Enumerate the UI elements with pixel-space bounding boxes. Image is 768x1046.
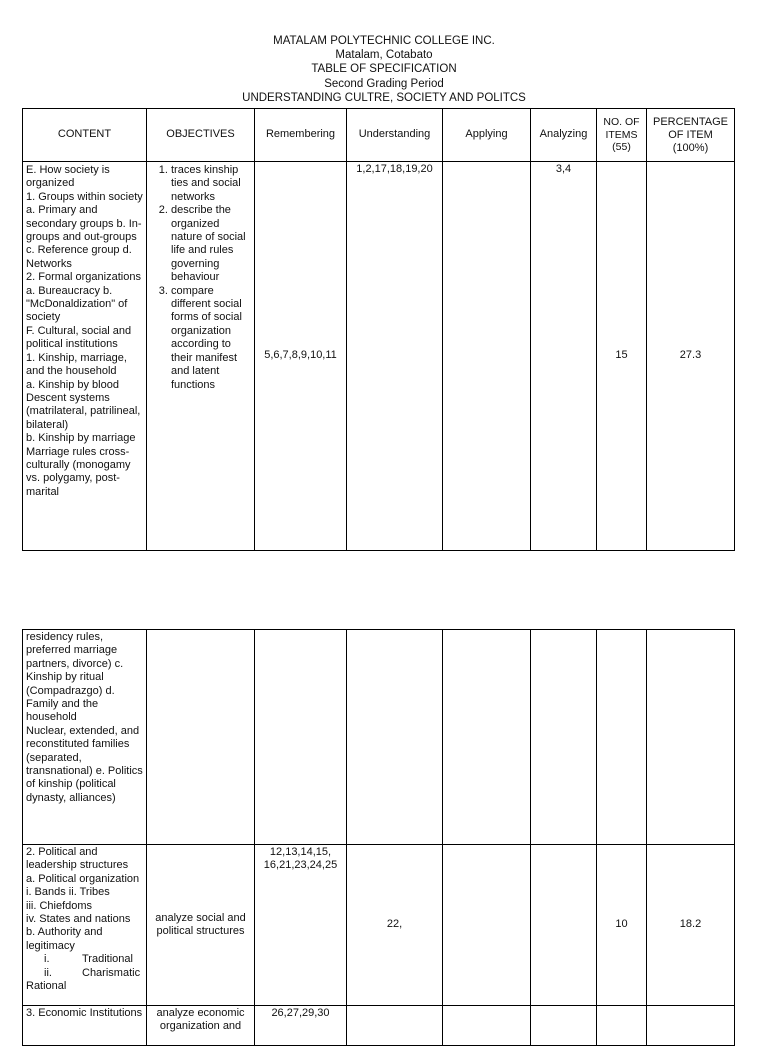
percentage-cell: 18.2 <box>647 845 735 1006</box>
percentage-cell: 27.3 <box>647 162 735 551</box>
content-cell <box>23 845 147 1006</box>
percentage-cell <box>647 1006 735 1046</box>
understanding-cell <box>347 1006 443 1046</box>
analyzing-cell <box>531 845 597 1006</box>
understanding-cell: 22, <box>347 845 443 1006</box>
subject-title: UNDERSTANDING CULTRE, SOCIETY AND POLITCS <box>242 91 526 104</box>
applying-cell <box>443 845 531 1006</box>
table-row <box>23 1006 735 1046</box>
remembering-cell: 26,27,29,30 <box>255 1006 347 1046</box>
remembering-cell: 5,6,7,8,9,10,11 <box>255 162 347 551</box>
content-cell: residency rules, preferred marriage partners, divorce) c. Kinship by ritual (Compadrazgo) d. Family and the household Nuclear, extended, and reconstituted families (separated, transnational) e. Politics of kinship (political dynasty, alliances) <box>23 630 147 845</box>
specification-table-page1 <box>22 108 735 551</box>
col-header-applying: Applying <box>443 109 531 162</box>
objective-item: 1. traces kinship ties and social networks <box>171 164 251 204</box>
percentage-cell <box>647 630 735 845</box>
col-header-understanding: Understanding <box>347 109 443 162</box>
items-cell: 10 <box>597 845 647 1006</box>
items-cell: 15 <box>597 162 647 551</box>
objectives-cell <box>147 162 255 551</box>
table-row <box>23 630 735 845</box>
analyzing-cell <box>531 1006 597 1046</box>
applying-cell <box>443 630 531 845</box>
table-row <box>23 845 735 1006</box>
grading-period: Second Grading Period <box>324 77 444 90</box>
list-number: i. <box>44 953 50 966</box>
items-cell <box>597 1006 647 1046</box>
objectives-cell <box>147 630 255 845</box>
content-cell: E. How society is organized 1. Groups within society a. Primary and secondary groups b. In-groups and out-groups c. Reference group d. Networks 2. Formal organizations a. Bureaucracy b. "McDonaldization" of society F. Cultural, social and political institutions 1. Kinship, marriage, and the household a. Kinship by blood Descent systems (matrilateral, patrilineal, bilateral) b. Kinship by marriage Marriage rules cross-culturally (monogamy vs. polygamy, post-marital <box>23 162 147 551</box>
objective-item: 3. compare different social forms of social organization according to their manifest and latent functions <box>171 285 251 392</box>
table-row <box>23 162 735 551</box>
list-number: ii. <box>44 966 52 979</box>
remembering-cell: 12,13,14,15, 16,21,23,24,25 <box>255 845 347 1006</box>
understanding-cell <box>347 630 443 845</box>
document-header <box>0 34 768 105</box>
col-header-remembering: Remembering <box>255 109 347 162</box>
list-text: Charismatic <box>82 966 141 979</box>
content-intro: 2. Political and leadership structures a. Political organization i. Bands ii. Tribes iii. Chiefdoms iv. States and nations b. Authority and legitimacy <box>26 846 140 952</box>
authority-type: Rational <box>26 980 67 993</box>
col-header-percentage: PERCENTAGE OF ITEM (100%) <box>647 109 735 162</box>
objectives-list <box>150 164 251 392</box>
col-header-content: CONTENT <box>23 109 147 162</box>
list-text: Traditional <box>82 953 133 966</box>
remembering-cell <box>255 630 347 845</box>
content-cell: 3. Economic Institutions <box>23 1006 147 1046</box>
col-header-analyzing: Analyzing <box>531 109 597 162</box>
items-cell <box>597 630 647 845</box>
applying-cell <box>443 1006 531 1046</box>
analyzing-cell <box>531 630 597 845</box>
objectives-cell: analyze economic organization and <box>147 1006 255 1046</box>
objectives-cell: analyze social and political structures <box>147 845 255 1006</box>
col-header-objectives: OBJECTIVES <box>147 109 255 162</box>
applying-cell <box>443 162 531 551</box>
authority-type <box>26 953 143 966</box>
analyzing-cell: 3,4 <box>531 162 597 551</box>
college-name: MATALAM POLYTECHNIC COLLEGE INC. <box>273 35 495 47</box>
authority-type <box>26 967 143 980</box>
objective-item: 2. describe the organized nature of social life and rules governing behaviour <box>171 204 251 284</box>
college-location: Matalam, Cotabato <box>335 49 433 62</box>
document-title: TABLE OF SPECIFICATION <box>311 63 457 76</box>
understanding-cell: 1,2,17,18,19,20 <box>347 162 443 551</box>
specification-table-page2 <box>22 629 735 1046</box>
table-header-row <box>23 109 735 162</box>
col-header-items: NO. OF ITEMS (55) <box>597 109 647 162</box>
